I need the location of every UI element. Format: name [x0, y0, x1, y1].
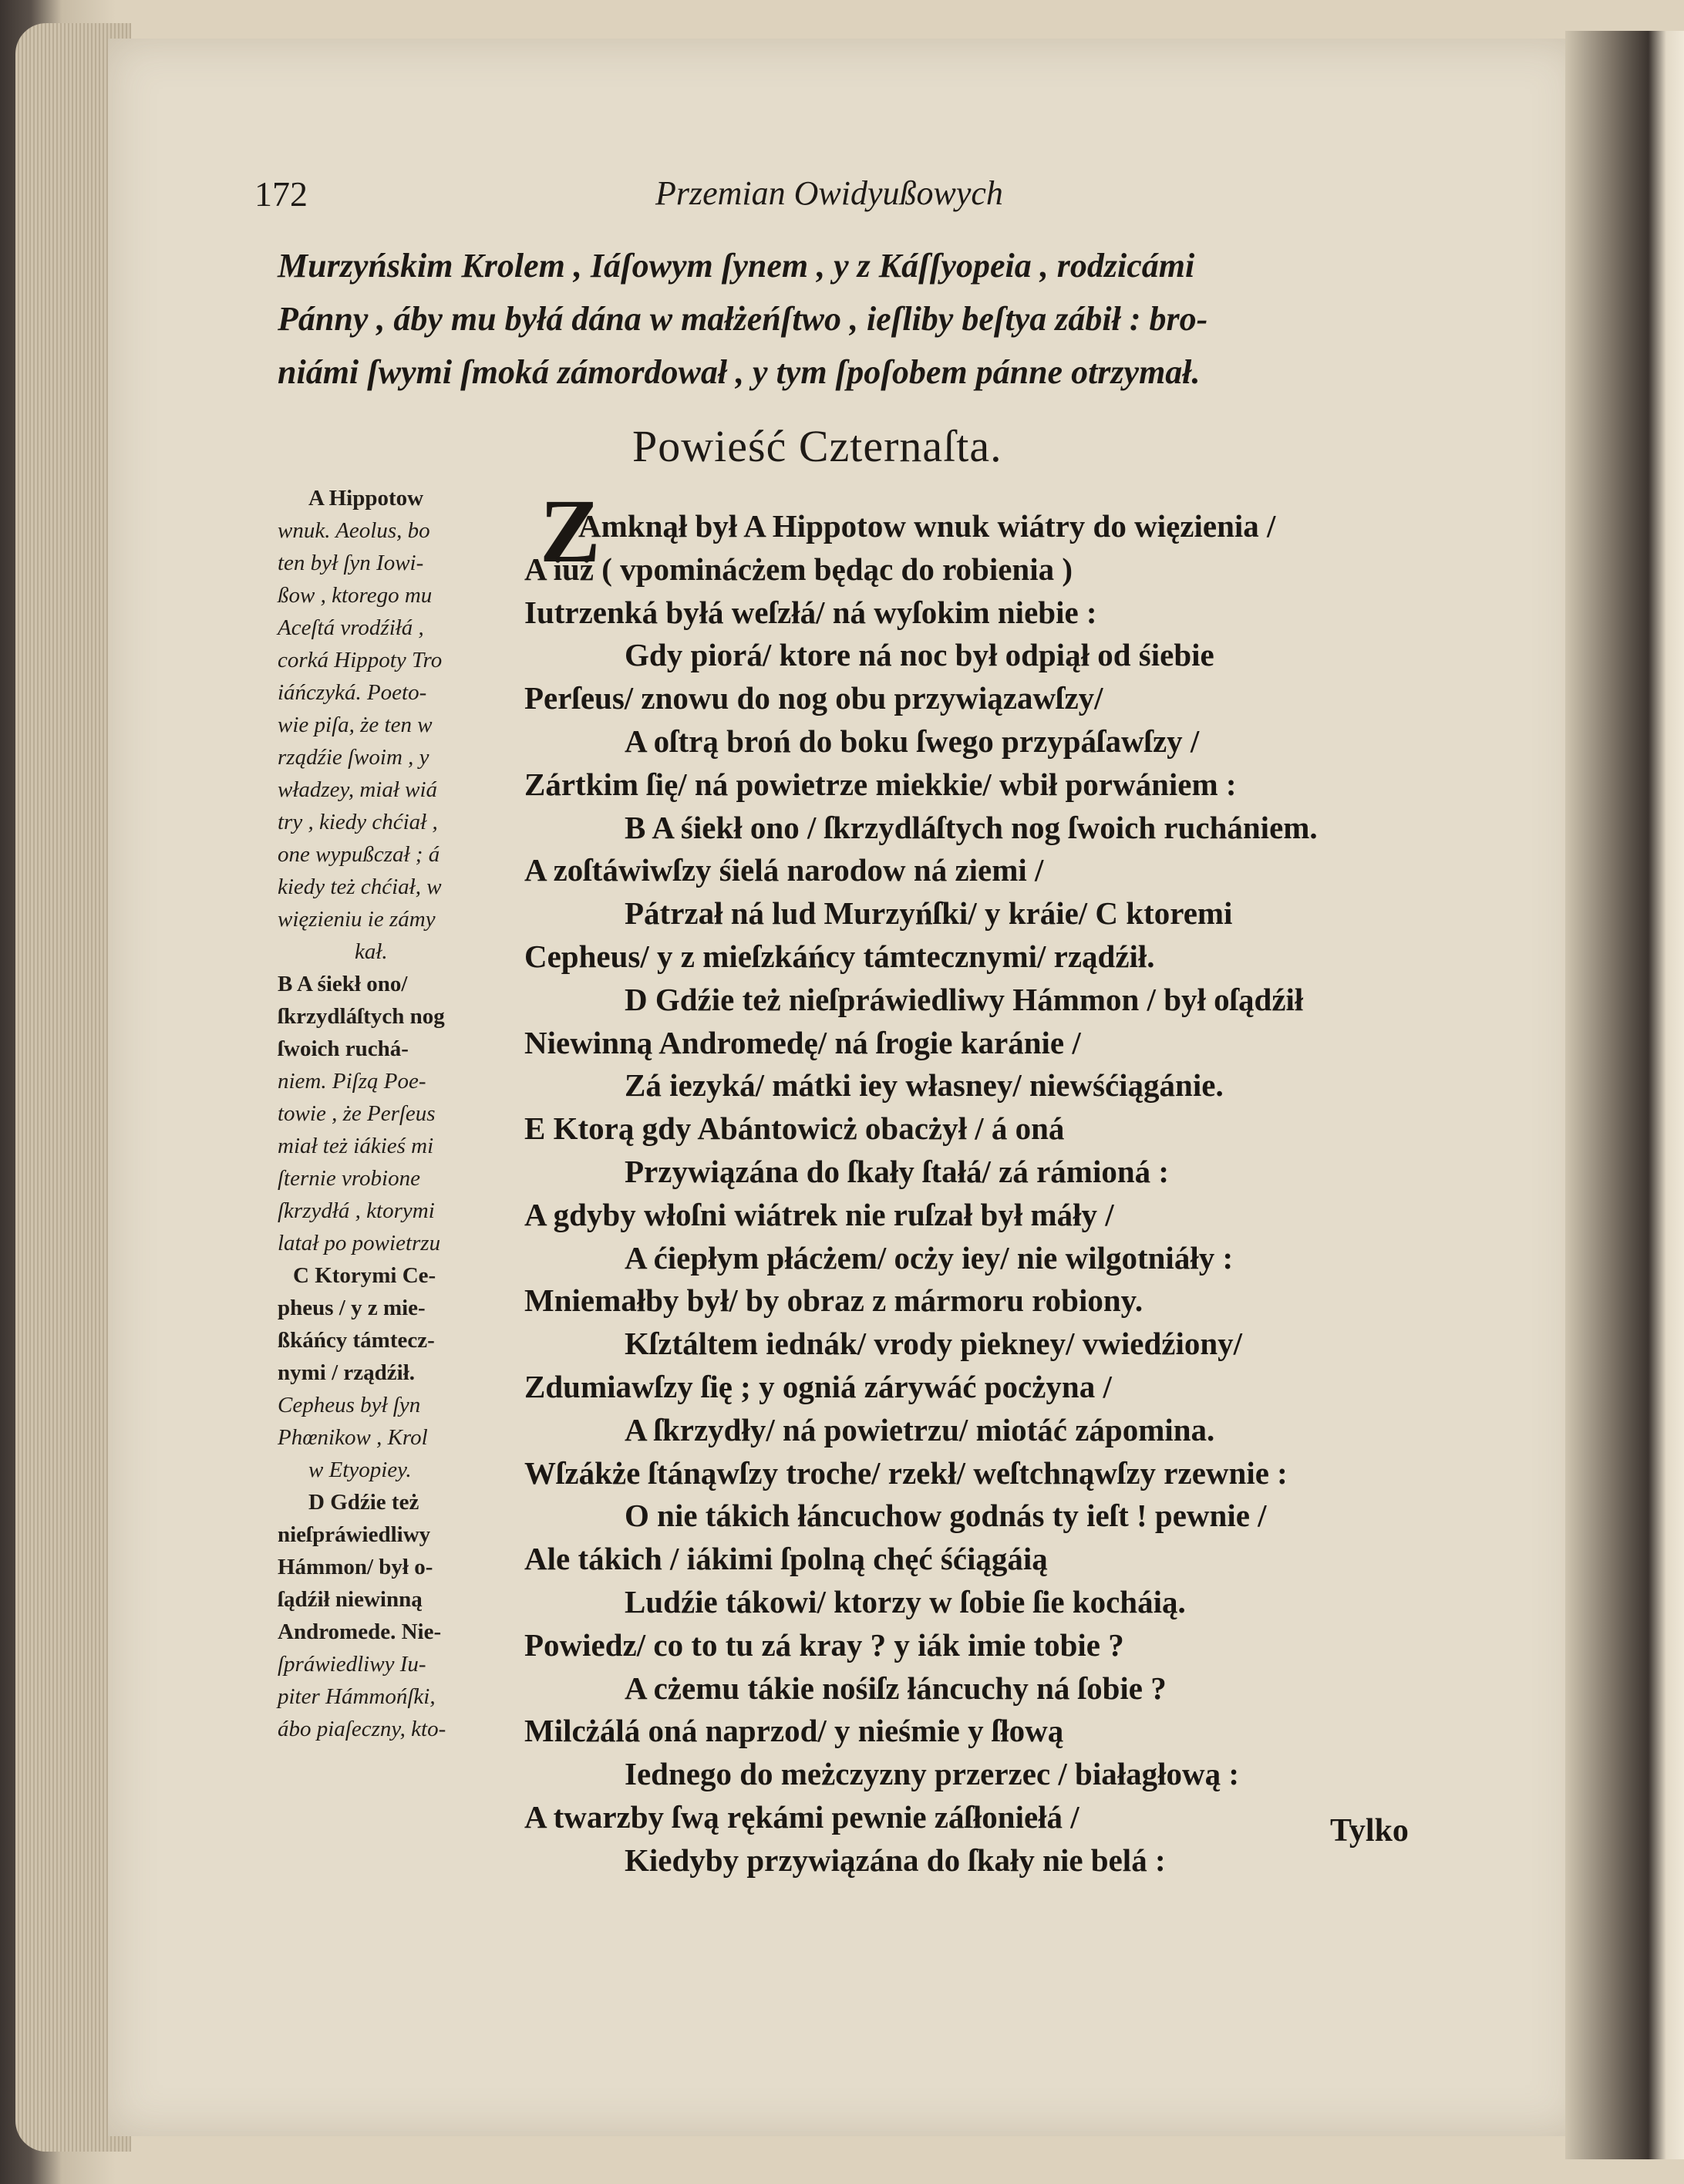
verse-line: Kſztáltem iednák/ vrody piekney/ vwiedźiony/	[625, 1326, 1243, 1362]
verse-line: Niewinną Andromedę/ ná ſrogie karánie /	[524, 1024, 1081, 1060]
margin-note-line: wie piſa, że ten w	[278, 713, 433, 737]
verse-line: A twarzby ſwą rękámi pewnie záſłoniełá /	[524, 1798, 1079, 1835]
verse-line: A ſkrzydły/ ná powietrzu/ miotáć zápomina.	[625, 1411, 1215, 1448]
margin-note-line: kiedy też chćiał, w	[278, 875, 442, 899]
margin-note-line: D Gdźie też	[308, 1490, 419, 1515]
intro-line: niámi ſwymi ſmoká zámordował , y tym ſpoſobem pánne otrzymał.	[278, 353, 1201, 391]
margin-note-line: ſpráwiedliwy Iu-	[278, 1652, 426, 1677]
margin-note-line: pheus / y z mie-	[278, 1296, 426, 1320]
verse-line: Cepheus/ y z mieſzkáńcy támtecznymi/ rządźił.	[524, 938, 1155, 974]
margin-note-line: ten był ſyn Iowi-	[278, 551, 424, 575]
margin-note-line: C Ktorymi Ce-	[293, 1263, 436, 1288]
verse-line: Iutrzenká byłá weſzłá/ ná wyſokim niebie :	[524, 594, 1097, 630]
book-gutter	[1565, 31, 1684, 2159]
verse-line: Powiedz/ co to tu zá kray ? y iák imie tobie ?	[524, 1626, 1124, 1663]
margin-note-line: Hámmon/ był o-	[278, 1555, 433, 1579]
verse-line: Mniemałby był/ by obraz z mármoru robiony.	[524, 1282, 1143, 1319]
verse-line: A zoſtáwiwſzy śielá narodow ná ziemi /	[524, 852, 1044, 888]
margin-notes	[278, 482, 517, 1745]
margin-note-line: iáńczyká. Poeto-	[278, 680, 427, 705]
margin-note-line: w Etyopiey.	[308, 1458, 412, 1482]
verse-line: Ludźie tákowi/ ktorzy w ſobie ſie kocháią.	[625, 1583, 1186, 1619]
verse-line: Zdumiawſzy ſię ; y ogniá zárywáć pocżyna /	[524, 1368, 1112, 1404]
page-number: 172	[254, 174, 308, 214]
verse-line: Zá iezyká/ mátki iey własney/ niewśćiągánie.	[625, 1067, 1224, 1104]
verse-line: Pátrzał ná lud Murzyńſki/ y kráie/ C ktoremi	[625, 895, 1233, 932]
margin-note-line: one wypußczał ; á	[278, 842, 440, 867]
verse-line: Wſzákże ſtánąwſzy troche/ rzekł/ weſtchnąwſzy rzewnie :	[524, 1454, 1288, 1491]
margin-note-line: kał.	[355, 939, 388, 964]
verse-line: Perſeus/ znowu do nog obu przywiązawſzy/	[524, 680, 1103, 716]
margin-note-line: ſwoich ruchá-	[278, 1036, 409, 1061]
verse-line: Gdy piorá/ ktore ná noc był odpiął od śiebie	[625, 637, 1214, 673]
margin-note-line: ſkrzydłá , ktorymi	[278, 1198, 435, 1223]
verse-line: A gdyby włoſni wiátrek nie ruſzał był máły /	[524, 1196, 1114, 1232]
margin-note-line: B A śiekł ono/	[278, 972, 408, 996]
margin-note-line: ſkrzydláſtych nog	[278, 1004, 445, 1029]
verse-line: A ćiepłym płácżem/ ocży iey/ nie wilgotniáły :	[625, 1239, 1234, 1276]
margin-note-line: piter Hámmońſki,	[278, 1684, 436, 1709]
verse-line: D Gdźie też nieſpráwiedliwy Hámmon / był oſądźił	[625, 981, 1304, 1017]
verse-line: Iednego do meżczyzny przerzec / białagłową :	[625, 1756, 1240, 1792]
catchword: Tylko	[1330, 1813, 1409, 1849]
margin-note-line: ábo piaſeczny, kto-	[278, 1717, 446, 1741]
verse-line: E Ktorą gdy Abántowicż obacżył / á oná	[524, 1111, 1065, 1147]
verse-line: Przywiązána do ſkały ſtałá/ zá rámioná :	[625, 1153, 1170, 1189]
intro-paragraph	[278, 239, 1450, 399]
margin-note-line: ſternie vrobione	[278, 1166, 420, 1191]
margin-note-line: Andromede. Nie-	[278, 1619, 442, 1644]
margin-note-line: Aceſtá vrodźiłá ,	[278, 615, 424, 640]
verse-line: Kiedyby przywiązána do ſkały nie belá :	[625, 1842, 1166, 1878]
verse-block	[524, 505, 1450, 1882]
margin-note-line: corká Hippoty Tro	[278, 648, 443, 672]
margin-note-line: Cepheus był ſyn	[278, 1393, 421, 1417]
page-header	[254, 174, 1450, 220]
verse-line: O nie tákich łáncuchow godnás ty ieſt ! pewnie /	[625, 1498, 1267, 1534]
margin-note-line: A Hippotow	[308, 486, 424, 511]
section-heading: Powieść Czternaſta.	[632, 421, 1002, 471]
verse-line: Ale tákich / iákimi ſpolną chęć śćiągáią	[524, 1541, 1048, 1577]
verse-line: Zártkim ſię/ ná powietrze miekkie/ wbił porwániem :	[524, 766, 1237, 802]
verse-line: A iuż ( vpominácżem będąc do robienia )	[524, 551, 1073, 587]
running-title: Przemian Owidyußowych	[655, 174, 1003, 212]
margin-note-line: miał też iákieś mi	[278, 1134, 434, 1158]
margin-note-line: nieſpráwiedliwy	[278, 1522, 431, 1547]
margin-note-line: try , kiedy chćiał ,	[278, 810, 438, 834]
margin-note-line: nymi / rządźił.	[278, 1360, 416, 1385]
verse-line: A cżemu tákie nośiſz łáncuchy ná ſobie ?	[625, 1670, 1167, 1706]
margin-note-line: ßkáńcy támtecz-	[278, 1328, 435, 1353]
verse-line: A oſtrą broń do boku ſwego przypáſawſzy /	[625, 723, 1200, 759]
margin-note-line: wnuk. Aeolus, bo	[278, 518, 430, 543]
margin-note-line: więzieniu ie zámy	[278, 907, 436, 932]
margin-note-line: latał po powietrzu	[278, 1231, 441, 1255]
margin-note-line: władzey, miał wiá	[278, 777, 438, 802]
margin-note-line: niem. Piſzą Poe-	[278, 1069, 426, 1094]
verse-line: B A śiekł ono / ſkrzydláſtych nog ſwoich ruchániem.	[625, 809, 1318, 845]
margin-note-line: Phœnikow , Krol	[278, 1425, 428, 1450]
verse-line: Milcżálá oná naprzod/ y nieśmie y ſłową	[524, 1713, 1064, 1749]
margin-note-line: rządźie ſwoim , y	[278, 745, 429, 770]
verse-line: Amknął był A Hippotow wnuk wiátry do więzienia /	[578, 508, 1276, 544]
drop-cap: Z	[540, 480, 601, 581]
intro-line: Murzyńskim Krolem , Iáſowym ſynem , y z Káſſyopeia , rodzicámi	[278, 247, 1195, 285]
margin-note-line: ßow , ktorego mu	[278, 583, 433, 608]
intro-line: Pánny , áby mu byłá dána w małżeńſtwo , ieſliby beſtya zábił : bro-	[278, 300, 1208, 338]
margin-note-line: ſądźił niewinną	[278, 1587, 423, 1612]
margin-note-line: towie , że Perſeus	[278, 1101, 436, 1126]
